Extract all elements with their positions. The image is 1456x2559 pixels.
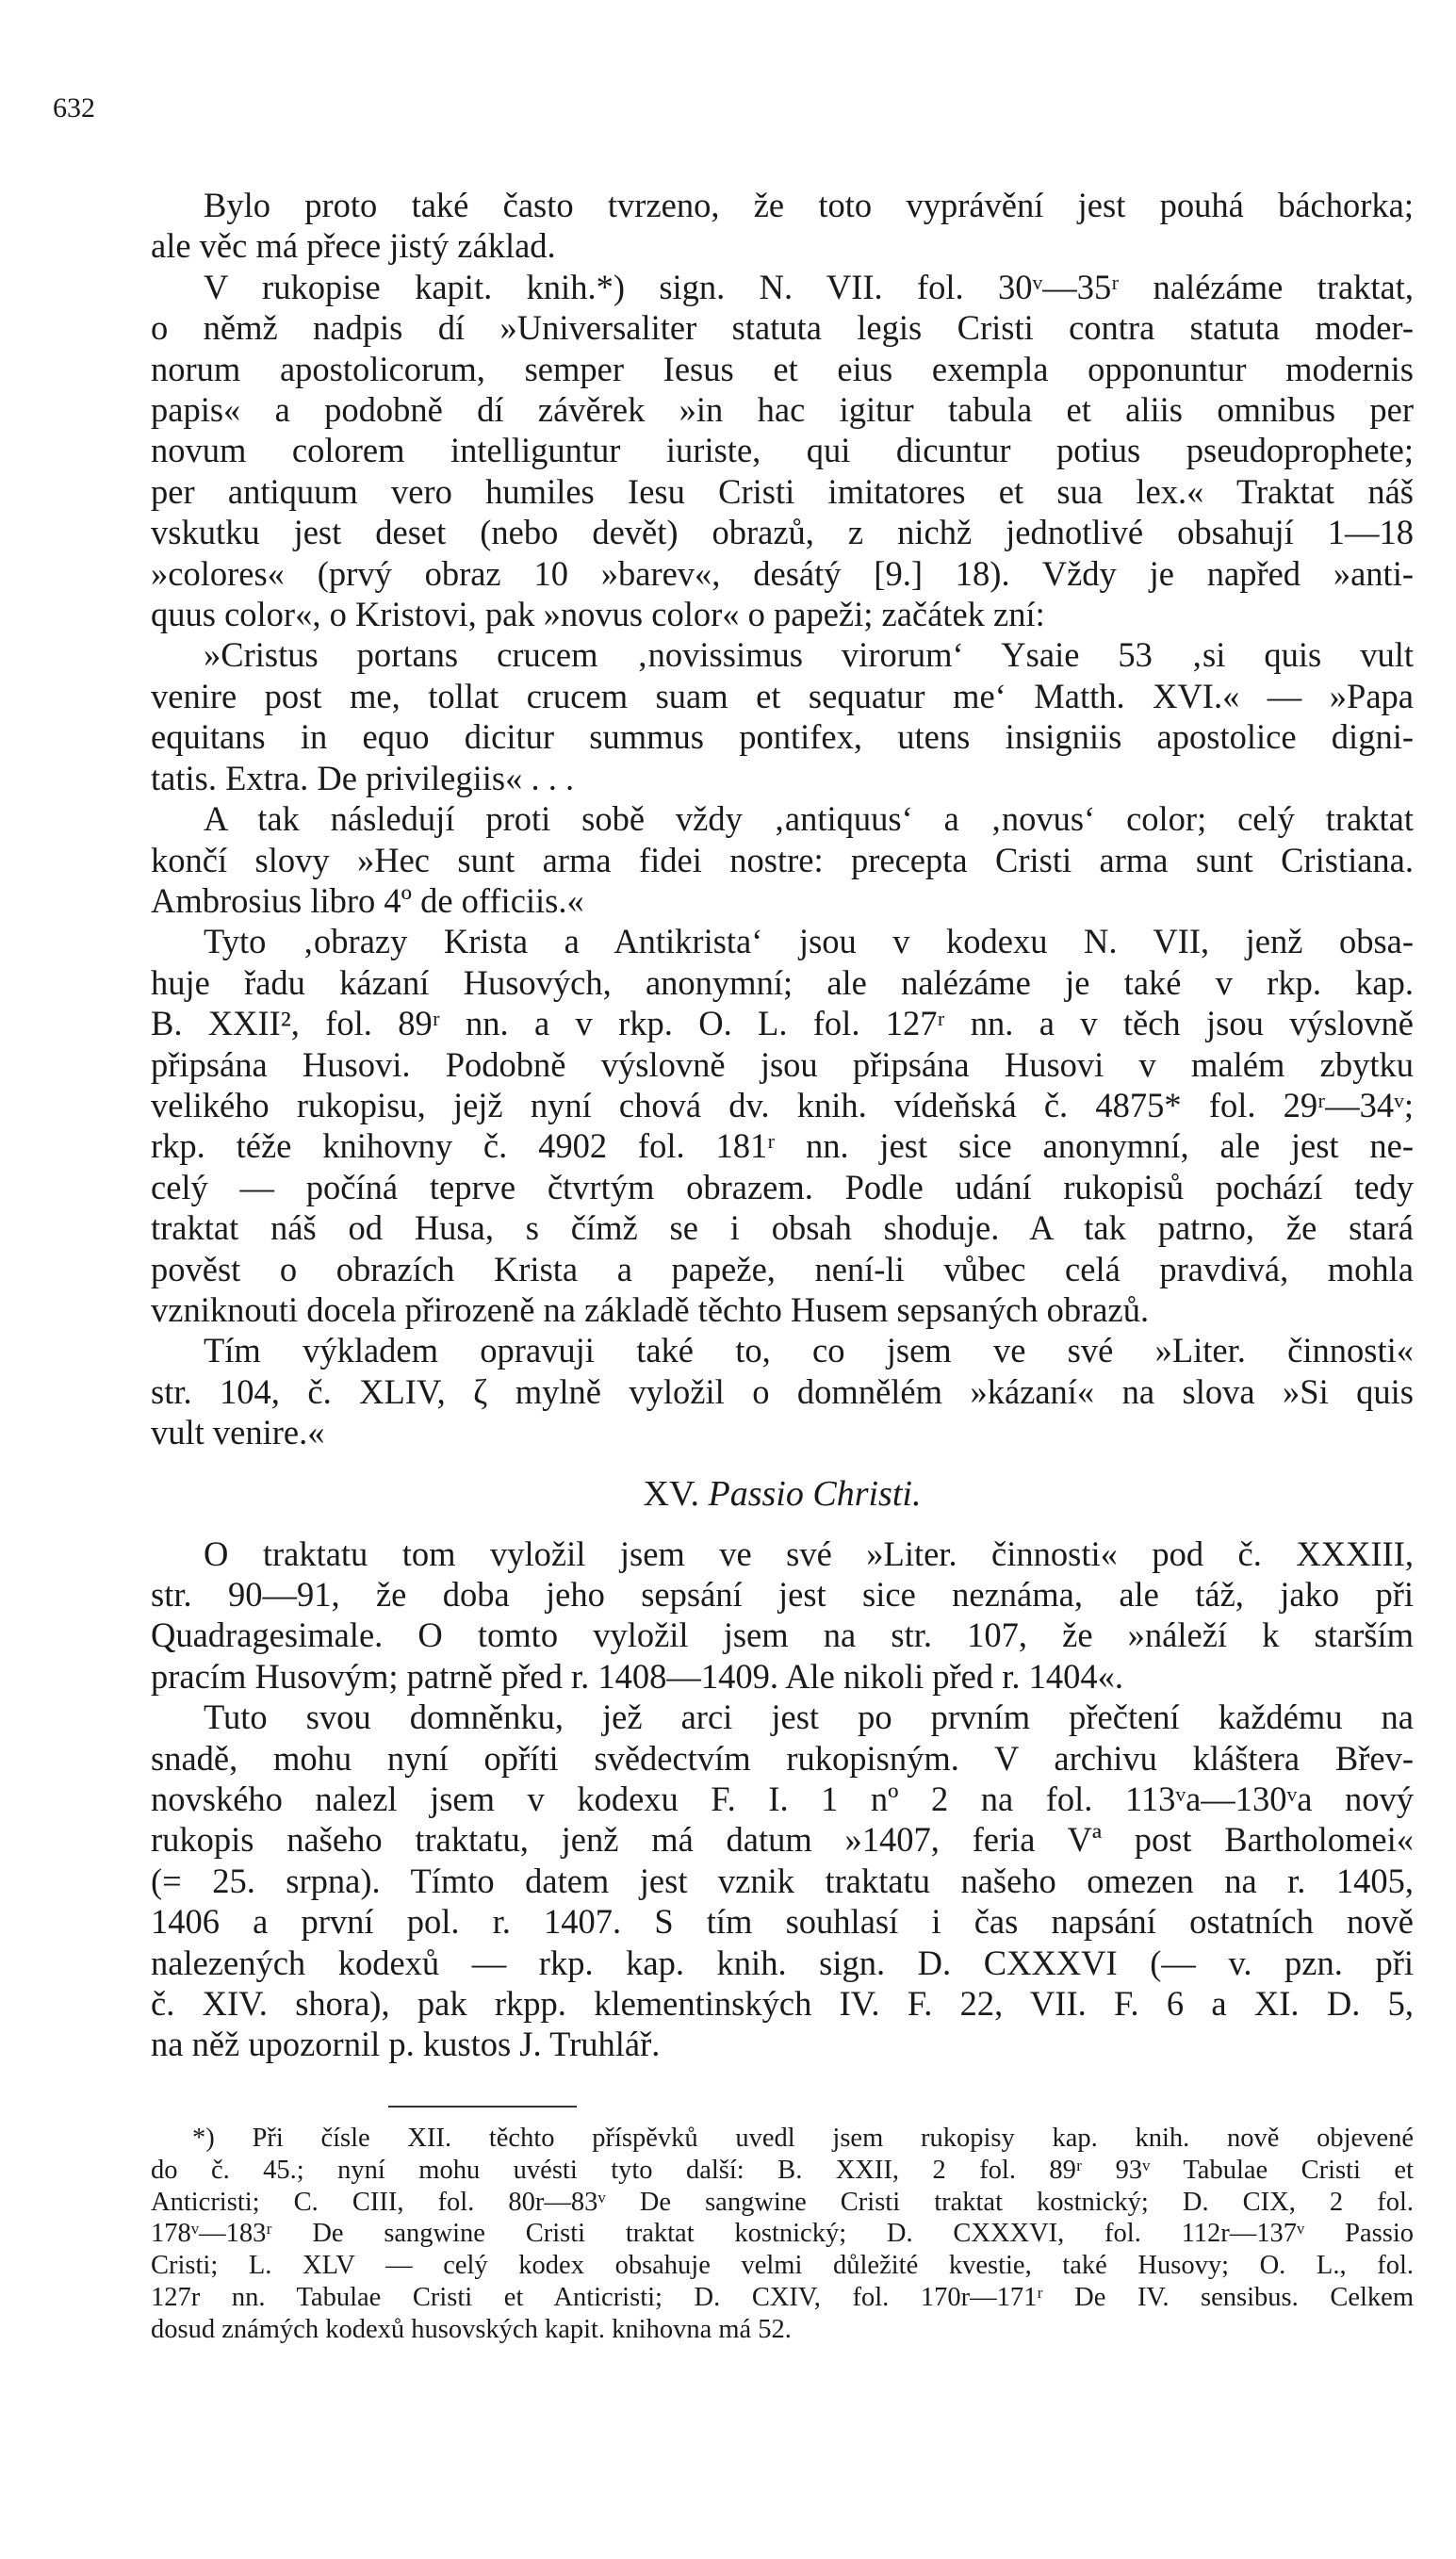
section-lines: [151, 1534, 1414, 2065]
text-line: rkp. téže knihovny č. 4902 fol. 181ʳ nn. jest sice anonymní, ale jest ne-: [151, 1126, 1414, 1166]
text-line: V rukopise kapit. knih.*) sign. N. VII. fol. 30ᵛ—35ʳ nalézáme traktat,: [204, 267, 1414, 306]
section-numeral: XV.: [643, 1473, 700, 1514]
text-line: pověst o obrazích Krista a papeže, není-li vůbec celá pravdivá, mohla: [151, 1249, 1414, 1288]
text-line: str. 90—91, že doba jeho sepsání jest sice neznáma, ale táž, jako při: [151, 1575, 1414, 1614]
footnote-lines: [151, 2123, 1414, 2346]
text-line: papis« a podobně dí závěrek »in hac igitur tabula et aliis omnibus per: [151, 390, 1414, 430]
text-line: Cristi; L. XLV — celý kodex obsahuje velmi důležité kvestie, také Husovy; O. L., fol.: [151, 2251, 1414, 2281]
text-line: Ambrosius libro 4º de officiis.«: [151, 880, 584, 920]
section-heading: [151, 1471, 1414, 1517]
text-line: pracím Husovým; patrně před r. 1408—1409. Ale nikoli před r. 1404«.: [151, 1656, 1123, 1696]
text-line: 1406 a první pol. r. 1407. S tím souhlasí i čas napsání ostatních nově: [151, 1902, 1414, 1942]
text-line: »Cristus portans crucem ‚novissimus virorum‘ Ysaie 53 ‚si quis vult: [204, 635, 1414, 675]
text-line: vult venire.«: [151, 1413, 325, 1452]
text-line: huje řadu kázaní Husových, anonymní; ale nalézáme je také v rkp. kap.: [151, 962, 1414, 1002]
main-text: [151, 185, 1414, 2065]
text-line: B. XXII², fol. 89ʳ nn. a v rkp. O. L. fol. 127ʳ nn. a v těch jsou výslovně: [151, 1004, 1414, 1043]
text-line: nalezených kodexů — rkp. kap. knih. sign. D. CXXXVI (— v. pzn. při: [151, 1943, 1414, 1982]
section-title: Passio Christi.: [708, 1473, 922, 1514]
text-line: vzniknouti docela přirozeně na základě těchto Husem sepsaných obrazů.: [151, 1289, 1150, 1329]
text-line: do č. 45.; nyní mohu uvésti tyto další: B. XXII, 2 fol. 89ʳ 93ᵛ Tabulae Cristi et: [151, 2155, 1414, 2185]
text-line: Tyto ‚obrazy Krista a Antikrista‘ jsou v kodexu N. VII, jenž obsa-: [204, 922, 1414, 961]
body-lines: [151, 185, 1414, 1453]
text-line: Quadragesimale. O tomto vyložil jsem na str. 107, že »náleží k starším: [151, 1616, 1414, 1655]
text-line: equitans in equo dicitur summus pontifex, utens insigniis apostolice digni-: [151, 717, 1414, 757]
text-line: končí slovy »Hec sunt arma fidei nostre: precepta Cristi arma sunt Cristiana.: [151, 840, 1414, 879]
text-line: (= 25. srpna). Tímto datem jest vznik traktatu našeho omezen na r. 1405,: [151, 1861, 1414, 1900]
text-line: norum apostolicorum, semper Iesus et eius exempla opponuntur modernis: [151, 349, 1414, 388]
text-line: připsána Husovi. Podobně výslovně jsou připsána Husovi v malém zbytku: [151, 1044, 1414, 1084]
text-line: *) Při čísle XII. těchto příspěvků uvedl jsem rukopisy kap. knih. nově objevené: [192, 2124, 1414, 2153]
text-line: dosud známých kodexů husovských kapit. knihovna má 52.: [151, 2314, 792, 2344]
footnote-rule: [388, 2106, 577, 2108]
text-line: novum colorem intelliguntur iuriste, qui dicuntur potius pseudoprophete;: [151, 431, 1414, 470]
footnotes: [151, 2123, 1414, 2346]
text-line: Tuto svou domněnku, jež arci jest po prvním přečtení každému na: [204, 1698, 1414, 1737]
text-line: Bylo proto také často tvrzeno, že toto vyprávění jest pouhá báchorka;: [204, 186, 1414, 224]
text-line: vskutku jest deset (nebo devět) obrazů, z nichž jednotlivé obsahují 1—18: [151, 513, 1414, 552]
text-line: Tím výkladem opravuji také to, co jsem ve své »Liter. činnosti«: [204, 1331, 1414, 1370]
text-line: O traktatu tom vyložil jsem ve své »Liter. činnosti« pod č. XXXIII,: [204, 1534, 1414, 1573]
text-line: per antiquum vero humiles Iesu Cristi imitatores et sua lex.« Traktat náš: [151, 471, 1414, 511]
text-line: str. 104, č. XLIV, ζ mylně vyložil o domnělém »kázaní« na slova »Si quis: [151, 1371, 1414, 1411]
text-line: tatis. Extra. De privilegiis« . . .: [151, 758, 575, 797]
text-line: č. XIV. shora), pak rkpp. klementinských IV. F. 22, VII. F. 6 a XI. D. 5,: [151, 1984, 1414, 2024]
text-line: novského nalezl jsem v kodexu F. I. 1 nº 2 na fol. 113ᵛa—130ᵛa nový: [151, 1780, 1414, 1819]
text-line: venire post me, tollat crucem suam et sequatur me‘ Matth. XVI.« — »Papa: [151, 676, 1414, 715]
text-line: celý — počíná teprve čtvrtým obrazem. Podle udání rukopisů pochází tedy: [151, 1167, 1414, 1206]
text-line: snadě, mohu nyní opříti svědectvím rukopisným. V archivu kláštera Břev-: [151, 1738, 1414, 1778]
text-line: A tak následují proti sobě vždy ‚antiquus‘ a ‚novus‘ color; celý traktat: [204, 799, 1414, 839]
text-line: velikého rukopisu, jejž nyní chová dv. knih. vídeňská č. 4875* fol. 29ʳ—34ᵛ;: [151, 1085, 1414, 1124]
text-line: o němž nadpis dí »Universaliter statuta legis Cristi contra statuta moder-: [151, 308, 1414, 348]
text-line: traktat náš od Husa, s čímž se i obsah shoduje. A tak patrno, že stará: [151, 1208, 1414, 1248]
page-number: 632: [53, 92, 95, 123]
text-line: 178ᵛ—183ʳ De sangwine Cristi traktat kostnický; D. CXXXVI, fol. 112r—137ᵛ Passio: [151, 2219, 1414, 2249]
text-line: rukopis našeho traktatu, jenž má datum »1407, feria Vª post Bartholomei«: [151, 1820, 1414, 1860]
text-line: »colores« (prvý obraz 10 »barev«, desátý [9.] 18). Vždy je napřed »anti-: [151, 553, 1414, 593]
text-line: 127r nn. Tabulae Cristi et Anticristi; D. CXIV, fol. 170r—171ʳ De IV. sensibus. Celkem: [151, 2282, 1414, 2312]
text-line: ale věc má přece jistý základ.: [151, 226, 556, 266]
text-line: na něž upozornil p. kustos J. Truhlář.: [151, 2025, 661, 2064]
text-line: Anticristi; C. CIII, fol. 80r—83ᵛ De sangwine Cristi traktat kostnický; D. CIX, 2 fol.: [151, 2187, 1414, 2217]
text-line: quus color«, o Kristovi, pak »novus color« o papeži; začátek zní:: [151, 595, 1045, 634]
